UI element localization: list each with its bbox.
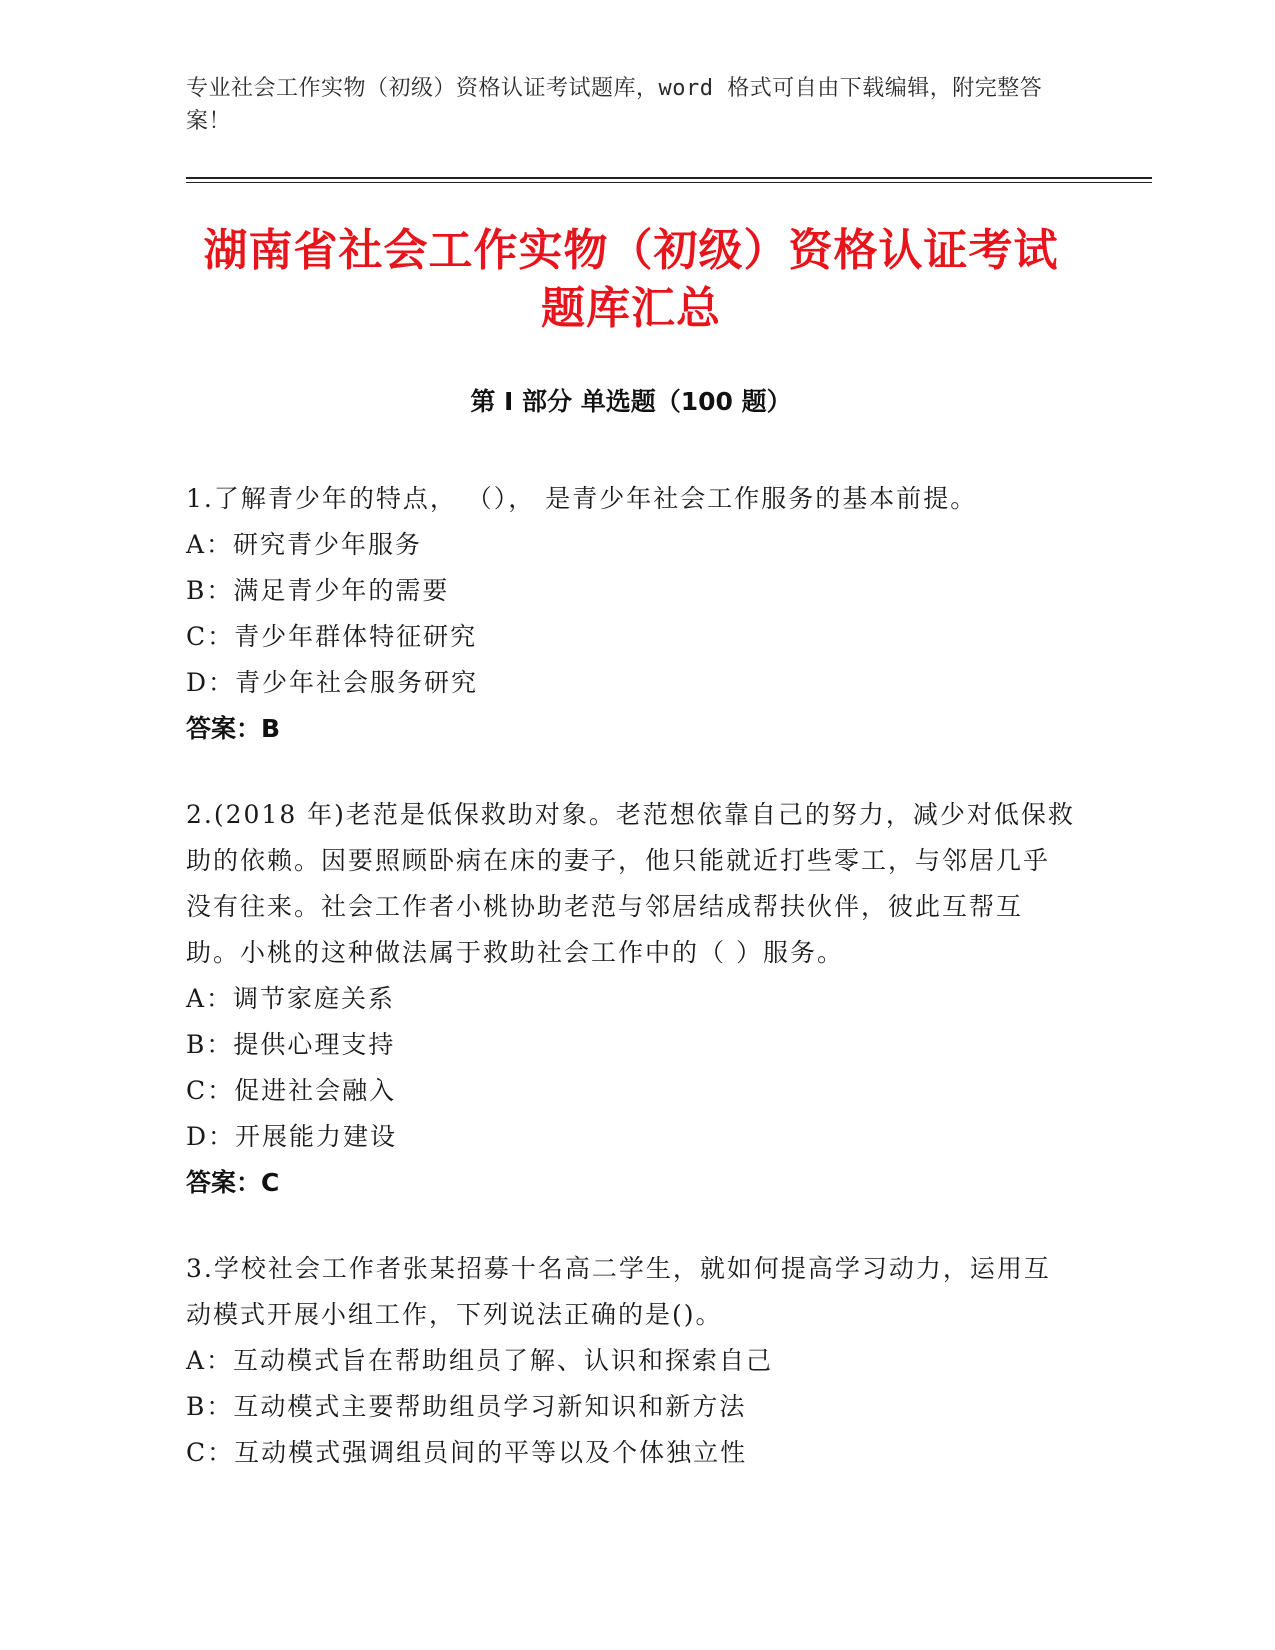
- option-a: A：互动模式旨在帮助组员了解、认识和探索自己: [186, 1346, 774, 1375]
- section-title: 第 I 部分 单选题（100 题）: [470, 387, 792, 416]
- option-b: B：互动模式主要帮助组员学习新知识和新方法: [186, 1392, 747, 1421]
- option-b: B：满足青少年的需要: [186, 576, 450, 605]
- answer: 答案：C: [186, 1168, 280, 1197]
- option-b: B：提供心理支持: [186, 1030, 396, 1059]
- option-d: D：青少年社会服务研究: [186, 668, 479, 697]
- question-list: [186, 476, 1076, 1516]
- header-divider: [186, 177, 1152, 179]
- question-1: [186, 476, 1076, 752]
- question-stem: 2.(2018 年)老范是低保救助对象。老范想依靠自己的努力，减少对低保救助的依赖。因要照顾卧病在床的妻子，他只能就近打些零工，与邻居几乎没有往来。社会工作者小桃协助老范与邻居结成帮扶伙伴，彼此互帮互助。小桃的这种做法属于救助社会工作中的（ ）服务。: [186, 800, 1075, 967]
- option-c: C：青少年群体特征研究: [186, 622, 478, 651]
- question-stem: 1.了解青少年的特点， （）， 是青少年社会工作服务的基本前提。: [186, 484, 978, 513]
- header-note: 专业社会工作实物（初级）资格认证考试题库，word 格式可自由下载编辑，附完整答案！: [186, 76, 1043, 134]
- document-title: 湖南省社会工作实物（初级）资格认证考试题库汇总: [203, 225, 1059, 334]
- option-a: A：调节家庭关系: [186, 984, 396, 1013]
- question-stem: 3.学校社会工作者张某招募十名高二学生，就如何提高学习动力，运用互动模式开展小组工作，下列说法正确的是()。: [186, 1254, 1051, 1329]
- answer: 答案：B: [186, 714, 281, 743]
- option-c: C：促进社会融入: [186, 1076, 397, 1105]
- option-a: A：研究青少年服务: [186, 530, 423, 559]
- option-c: C：互动模式强调组员间的平等以及个体独立性: [186, 1438, 748, 1467]
- question-2: [186, 792, 1076, 1206]
- option-d: D：开展能力建设: [186, 1122, 398, 1151]
- header-divider-thin: [186, 182, 1152, 183]
- question-3: [186, 1246, 1076, 1476]
